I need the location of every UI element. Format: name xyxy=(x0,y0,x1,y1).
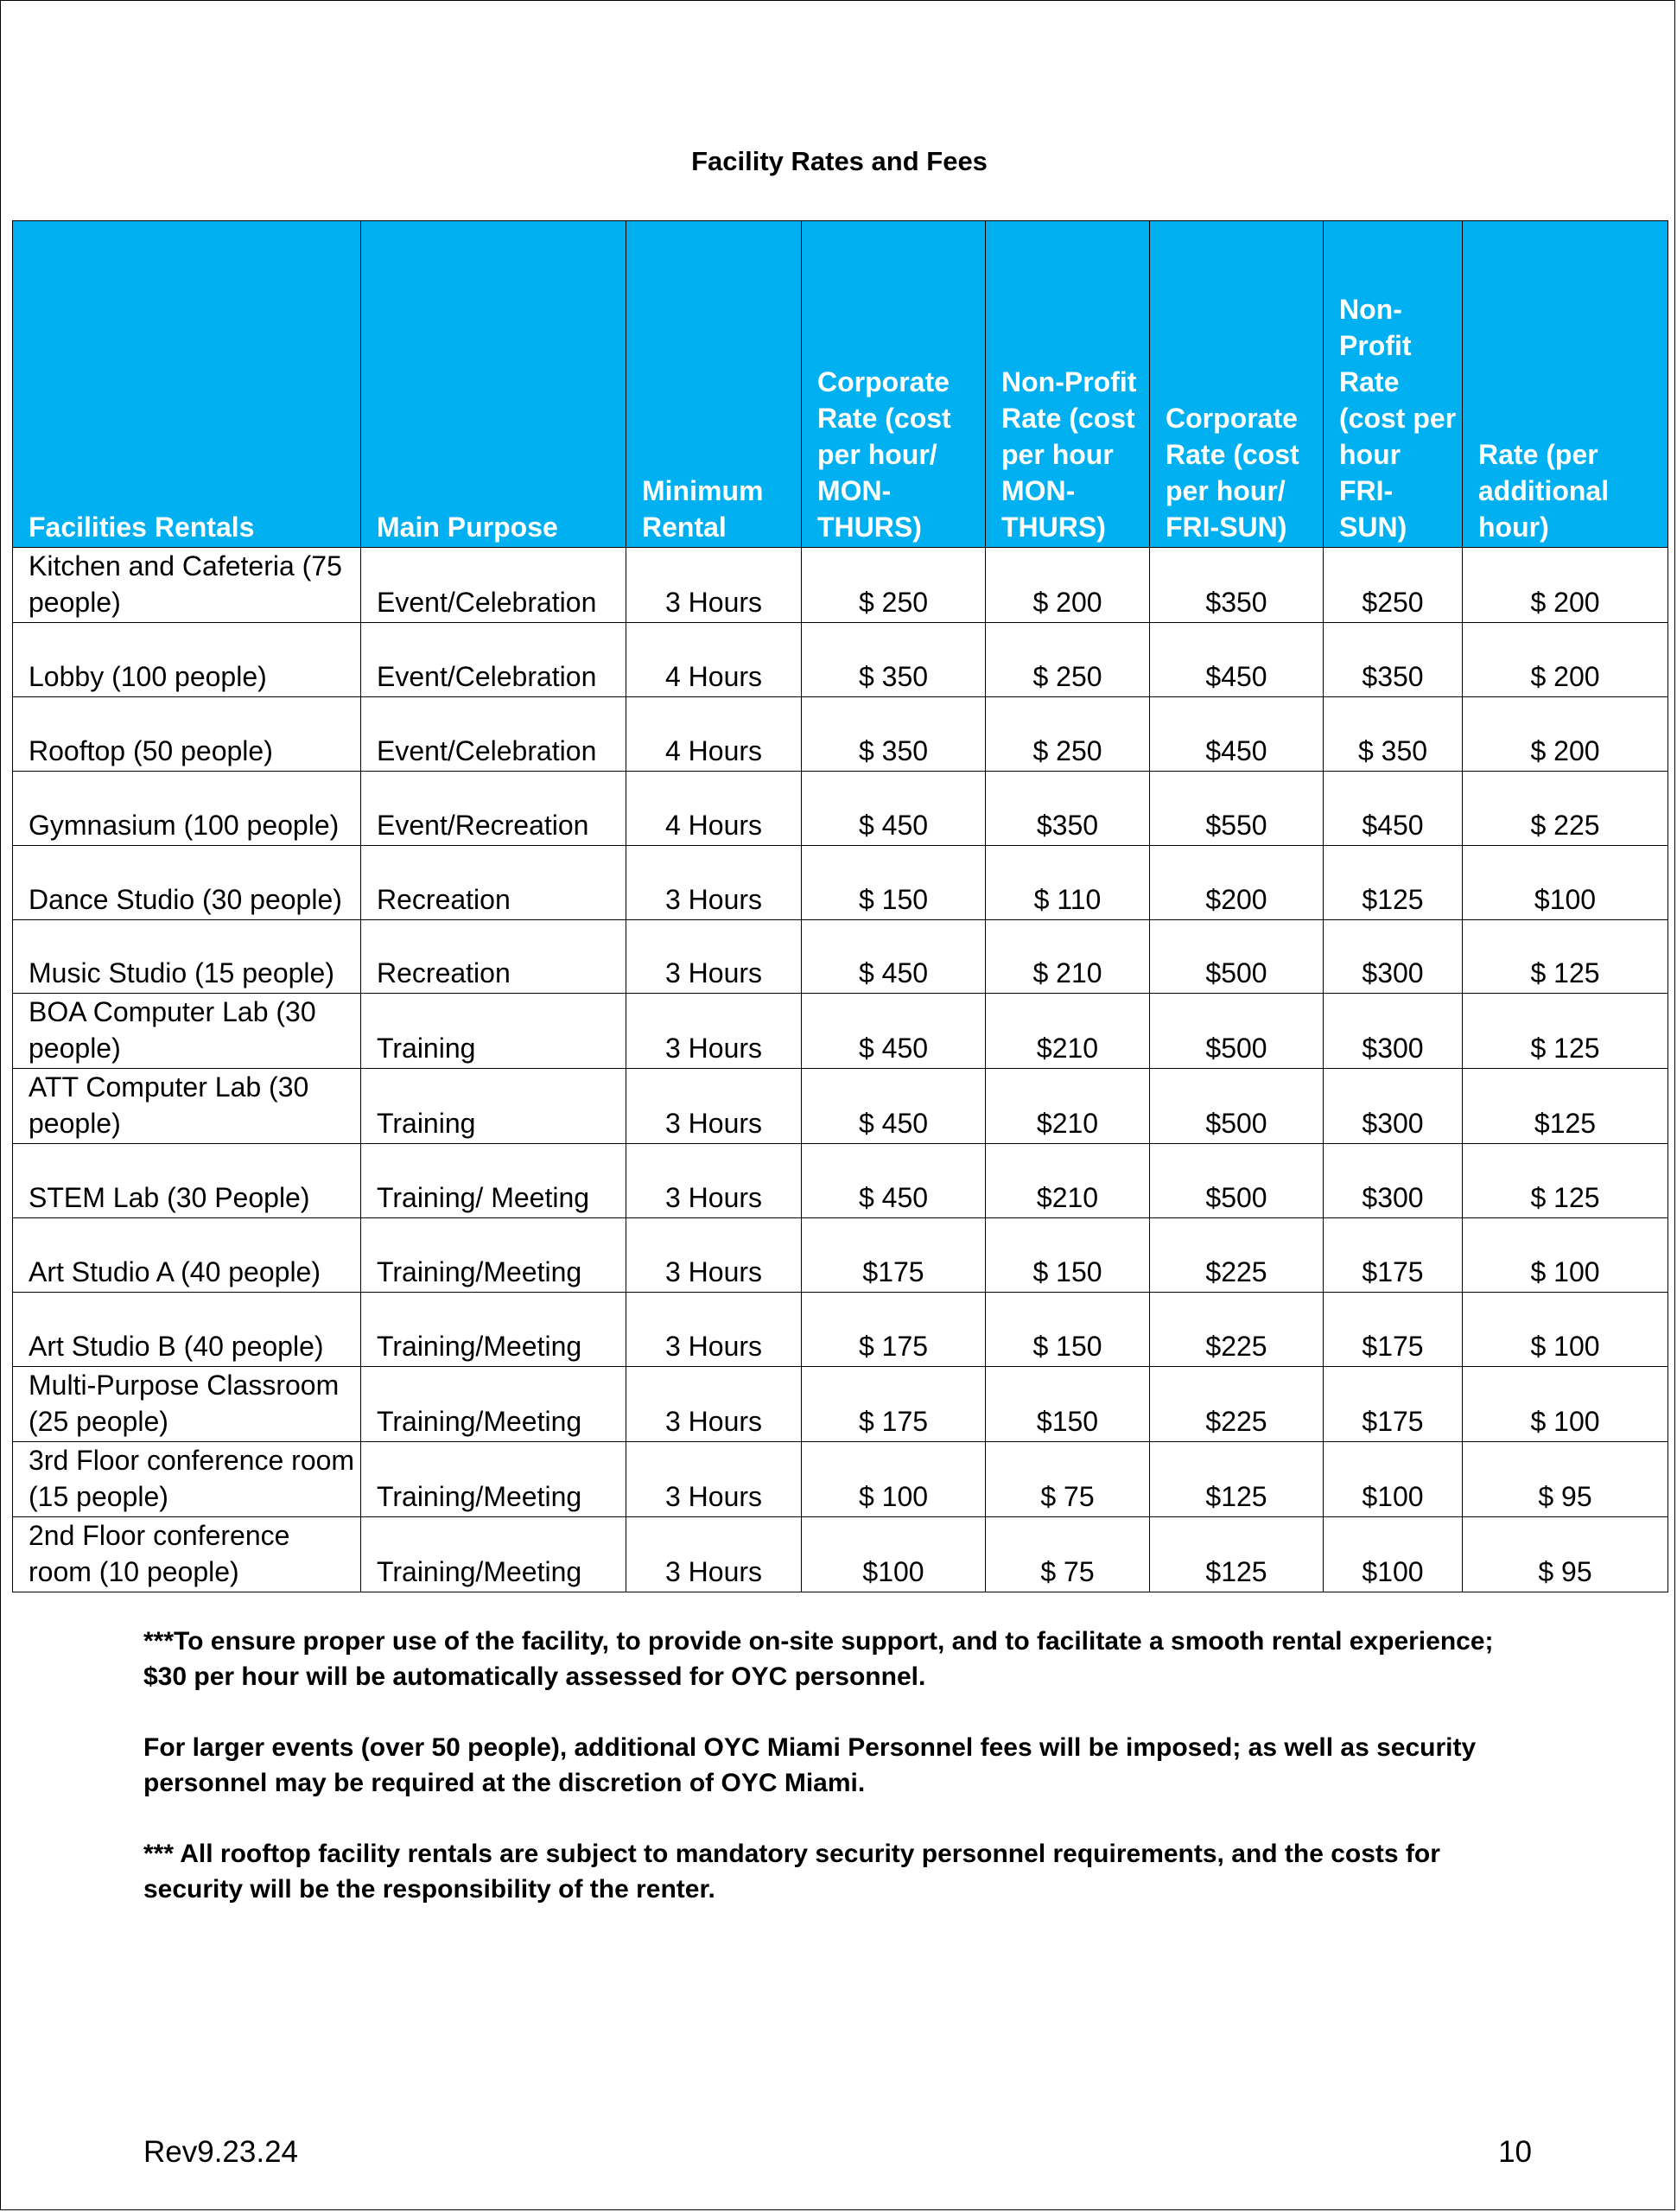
cell-nonprofit-mon-thurs: $ 250 xyxy=(986,696,1150,771)
page-title: Facility Rates and Fees xyxy=(691,146,988,176)
cell-nonprofit-mon-thurs: $ 200 xyxy=(986,548,1150,623)
cell-additional-hour: $ 200 xyxy=(1463,623,1668,697)
cell-main-purpose: Event/Celebration xyxy=(361,623,626,697)
cell-nonprofit-fri-sun: $300 xyxy=(1324,1069,1463,1144)
cell-nonprofit-fri-sun: $ 350 xyxy=(1324,696,1463,771)
cell-corporate-fri-sun: $500 xyxy=(1150,994,1324,1069)
cell-nonprofit-mon-thurs: $ 150 xyxy=(986,1218,1150,1293)
table-row xyxy=(13,696,1668,771)
cell-corporate-fri-sun: $500 xyxy=(1150,1069,1324,1144)
cell-additional-hour: $ 125 xyxy=(1463,994,1668,1069)
cell-main-purpose: Event/Celebration xyxy=(361,696,626,771)
cell-corporate-mon-thurs: $ 450 xyxy=(802,1144,986,1218)
cell-additional-hour: $100 xyxy=(1463,845,1668,919)
cell-corporate-mon-thurs: $ 450 xyxy=(802,994,986,1069)
cell-facility: Lobby (100 people) xyxy=(13,623,361,697)
cell-facility: Multi-Purpose Classroom (25 people) xyxy=(13,1367,361,1442)
header-main-purpose: Main Purpose xyxy=(361,221,626,548)
table-row xyxy=(13,919,1668,994)
header-nonprofit-mon-thurs: Non-Profit Rate (cost per hour MON-THURS) xyxy=(986,221,1150,548)
cell-minimum-rental: 3 Hours xyxy=(626,548,802,623)
cell-minimum-rental: 3 Hours xyxy=(626,1144,802,1218)
cell-facility: 3rd Floor conference room (15 people) xyxy=(13,1442,361,1517)
cell-nonprofit-fri-sun: $125 xyxy=(1324,845,1463,919)
cell-corporate-mon-thurs: $ 450 xyxy=(802,919,986,994)
cell-nonprofit-mon-thurs: $350 xyxy=(986,771,1150,845)
table-row xyxy=(13,994,1668,1069)
cell-corporate-mon-thurs: $ 175 xyxy=(802,1293,986,1367)
cell-corporate-fri-sun: $225 xyxy=(1150,1218,1324,1293)
cell-corporate-fri-sun: $125 xyxy=(1150,1517,1324,1592)
note-larger-events: For larger events (over 50 people), additional OYC Miami Personnel fees will be imposed; as well as security personnel may be required at the discretion of OYC Miami. xyxy=(143,1733,1477,1797)
cell-nonprofit-fri-sun: $300 xyxy=(1324,1144,1463,1218)
cell-additional-hour: $ 100 xyxy=(1463,1367,1668,1442)
cell-minimum-rental: 3 Hours xyxy=(626,1517,802,1592)
cell-corporate-mon-thurs: $ 100 xyxy=(802,1442,986,1517)
cell-main-purpose: Training/Meeting xyxy=(361,1218,626,1293)
cell-corporate-fri-sun: $225 xyxy=(1150,1293,1324,1367)
cell-additional-hour: $ 125 xyxy=(1463,919,1668,994)
header-corporate-fri-sun: Corporate Rate (cost per hour/ FRI-SUN) xyxy=(1150,221,1324,548)
cell-nonprofit-mon-thurs: $ 150 xyxy=(986,1293,1150,1367)
cell-corporate-mon-thurs: $ 250 xyxy=(802,548,986,623)
cell-corporate-mon-thurs: $ 350 xyxy=(802,623,986,697)
cell-corporate-fri-sun: $450 xyxy=(1150,696,1324,771)
cell-minimum-rental: 3 Hours xyxy=(626,1367,802,1442)
cell-additional-hour: $125 xyxy=(1463,1069,1668,1144)
cell-facility: Dance Studio (30 people) xyxy=(13,845,361,919)
table-body xyxy=(13,548,1668,1592)
header-minimum-rental: Minimum Rental xyxy=(626,221,802,548)
cell-additional-hour: $ 95 xyxy=(1463,1442,1668,1517)
cell-minimum-rental: 4 Hours xyxy=(626,696,802,771)
cell-additional-hour: $ 200 xyxy=(1463,548,1668,623)
cell-nonprofit-mon-thurs: $150 xyxy=(986,1367,1150,1442)
cell-corporate-mon-thurs: $ 450 xyxy=(802,1069,986,1144)
cell-facility: Music Studio (15 people) xyxy=(13,919,361,994)
table-row xyxy=(13,1069,1668,1144)
table-row xyxy=(13,1144,1668,1218)
table-row xyxy=(13,1293,1668,1367)
table-row xyxy=(13,1517,1668,1592)
cell-facility: Art Studio B (40 people) xyxy=(13,1293,361,1367)
cell-corporate-mon-thurs: $ 175 xyxy=(802,1367,986,1442)
cell-corporate-fri-sun: $125 xyxy=(1150,1442,1324,1517)
table-row xyxy=(13,548,1668,623)
table-row xyxy=(13,1442,1668,1517)
cell-nonprofit-fri-sun: $175 xyxy=(1324,1367,1463,1442)
header-facilities-rentals: Facilities Rentals xyxy=(13,221,361,548)
cell-facility: Rooftop (50 people) xyxy=(13,696,361,771)
cell-corporate-fri-sun: $500 xyxy=(1150,1144,1324,1218)
header-nonprofit-fri-sun: Non-Profit Rate (cost per hour FRI-SUN) xyxy=(1324,221,1463,548)
cell-main-purpose: Training xyxy=(361,994,626,1069)
cell-nonprofit-fri-sun: $100 xyxy=(1324,1442,1463,1517)
cell-facility: BOA Computer Lab (30 people) xyxy=(13,994,361,1069)
cell-main-purpose: Recreation xyxy=(361,919,626,994)
cell-corporate-fri-sun: $450 xyxy=(1150,623,1324,697)
facility-rates-table xyxy=(12,220,1668,1592)
header-additional-hour: Rate (per additional hour) xyxy=(1463,221,1668,548)
cell-minimum-rental: 3 Hours xyxy=(626,845,802,919)
cell-main-purpose: Event/Celebration xyxy=(361,548,626,623)
note-personnel-fee: ***To ensure proper use of the facility, to provide on-site support, and to facilitate a smooth rental experience; $30 per hour will be automatically assessed for OYC personnel. xyxy=(143,1627,1494,1691)
cell-corporate-mon-thurs: $ 150 xyxy=(802,845,986,919)
cell-facility: ATT Computer Lab (30 people) xyxy=(13,1069,361,1144)
cell-additional-hour: $ 100 xyxy=(1463,1218,1668,1293)
cell-additional-hour: $ 225 xyxy=(1463,771,1668,845)
note-rooftop-security: *** All rooftop facility rentals are subject to mandatory security personnel requirements, and the costs for security will be the responsibility of the renter. xyxy=(143,1840,1440,1904)
cell-nonprofit-mon-thurs: $ 250 xyxy=(986,623,1150,697)
cell-nonprofit-fri-sun: $175 xyxy=(1324,1218,1463,1293)
cell-additional-hour: $ 95 xyxy=(1463,1517,1668,1592)
cell-corporate-mon-thurs: $ 450 xyxy=(802,771,986,845)
footer-page-number: 10 xyxy=(1498,2135,1532,2169)
cell-nonprofit-mon-thurs: $210 xyxy=(986,1144,1150,1218)
cell-minimum-rental: 3 Hours xyxy=(626,1442,802,1517)
cell-nonprofit-fri-sun: $300 xyxy=(1324,919,1463,994)
cell-corporate-fri-sun: $550 xyxy=(1150,771,1324,845)
cell-facility: Kitchen and Cafeteria (75 people) xyxy=(13,548,361,623)
cell-main-purpose: Training/Meeting xyxy=(361,1293,626,1367)
cell-main-purpose: Training/ Meeting xyxy=(361,1144,626,1218)
cell-minimum-rental: 3 Hours xyxy=(626,1218,802,1293)
cell-main-purpose: Training/Meeting xyxy=(361,1367,626,1442)
cell-minimum-rental: 4 Hours xyxy=(626,771,802,845)
footer-revision: Rev9.23.24 xyxy=(143,2135,299,2169)
cell-facility: Gymnasium (100 people) xyxy=(13,771,361,845)
cell-nonprofit-fri-sun: $250 xyxy=(1324,548,1463,623)
cell-corporate-fri-sun: $500 xyxy=(1150,919,1324,994)
cell-corporate-fri-sun: $225 xyxy=(1150,1367,1324,1442)
cell-additional-hour: $ 125 xyxy=(1463,1144,1668,1218)
cell-minimum-rental: 3 Hours xyxy=(626,919,802,994)
cell-nonprofit-mon-thurs: $210 xyxy=(986,1069,1150,1144)
cell-corporate-mon-thurs: $ 350 xyxy=(802,696,986,771)
cell-additional-hour: $ 100 xyxy=(1463,1293,1668,1367)
table-row xyxy=(13,623,1668,697)
cell-nonprofit-mon-thurs: $ 110 xyxy=(986,845,1150,919)
cell-nonprofit-fri-sun: $350 xyxy=(1324,623,1463,697)
cell-main-purpose: Recreation xyxy=(361,845,626,919)
cell-main-purpose: Training/Meeting xyxy=(361,1442,626,1517)
cell-nonprofit-mon-thurs: $ 75 xyxy=(986,1442,1150,1517)
table-row xyxy=(13,845,1668,919)
cell-nonprofit-fri-sun: $300 xyxy=(1324,994,1463,1069)
cell-nonprofit-fri-sun: $175 xyxy=(1324,1293,1463,1367)
cell-nonprofit-mon-thurs: $210 xyxy=(986,994,1150,1069)
cell-nonprofit-fri-sun: $450 xyxy=(1324,771,1463,845)
cell-nonprofit-mon-thurs: $ 75 xyxy=(986,1517,1150,1592)
header-corporate-mon-thurs: Corporate Rate (cost per hour/ MON-THURS) xyxy=(802,221,986,548)
cell-minimum-rental: 3 Hours xyxy=(626,1293,802,1367)
cell-main-purpose: Training xyxy=(361,1069,626,1144)
cell-corporate-mon-thurs: $100 xyxy=(802,1517,986,1592)
cell-main-purpose: Training/Meeting xyxy=(361,1517,626,1592)
table-row xyxy=(13,1218,1668,1293)
cell-additional-hour: $ 200 xyxy=(1463,696,1668,771)
cell-corporate-fri-sun: $350 xyxy=(1150,548,1324,623)
cell-facility: 2nd Floor conference room (10 people) xyxy=(13,1517,361,1592)
notes-section xyxy=(143,1624,1543,1942)
cell-minimum-rental: 3 Hours xyxy=(626,1069,802,1144)
table-row xyxy=(13,771,1668,845)
cell-facility: Art Studio A (40 people) xyxy=(13,1218,361,1293)
table-row xyxy=(13,1367,1668,1442)
cell-corporate-fri-sun: $200 xyxy=(1150,845,1324,919)
cell-minimum-rental: 4 Hours xyxy=(626,623,802,697)
cell-nonprofit-fri-sun: $100 xyxy=(1324,1517,1463,1592)
cell-corporate-mon-thurs: $175 xyxy=(802,1218,986,1293)
table-header-row xyxy=(13,221,1668,548)
cell-facility: STEM Lab (30 People) xyxy=(13,1144,361,1218)
cell-nonprofit-mon-thurs: $ 210 xyxy=(986,919,1150,994)
cell-main-purpose: Event/Recreation xyxy=(361,771,626,845)
cell-minimum-rental: 3 Hours xyxy=(626,994,802,1069)
